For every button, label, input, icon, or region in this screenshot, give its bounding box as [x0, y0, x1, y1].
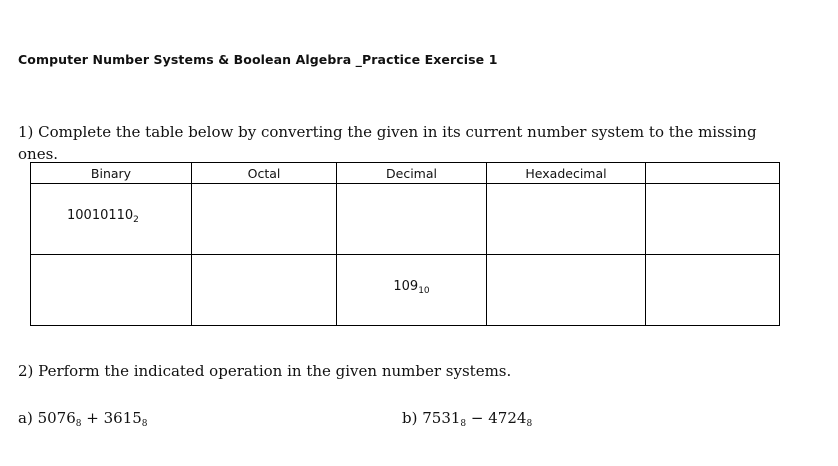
header-decimal: Decimal [337, 163, 487, 184]
cell-octal-empty[interactable] [192, 184, 337, 255]
cell-octal-empty[interactable] [192, 255, 337, 326]
operand-2-base: 8 [526, 419, 533, 429]
operand-1-base: 8 [460, 419, 467, 429]
table-header-row [31, 163, 780, 184]
operand-2-base: 8 [141, 419, 148, 429]
header-binary: Binary [31, 163, 192, 184]
table-row [31, 255, 780, 326]
cell-decimal-empty[interactable] [337, 184, 487, 255]
cell-hexadecimal-empty[interactable] [487, 184, 646, 255]
operator: − [466, 409, 489, 427]
cell-extra-empty [646, 255, 780, 326]
operation-b [402, 409, 532, 429]
cell-hexadecimal-empty[interactable] [487, 255, 646, 326]
operand-1: 5076 [37, 409, 76, 427]
question-2-text: 2) Perform the indicated operation in the given number systems. [18, 362, 512, 380]
document-title: Computer Number Systems & Boolean Algebra _Practice Exercise 1 [18, 52, 498, 67]
decimal-base-subscript: 10 [418, 286, 430, 296]
table-row [31, 184, 780, 255]
header-octal: Octal [192, 163, 337, 184]
operator: + [81, 409, 104, 427]
operand-2: 4724 [488, 409, 527, 427]
operand-1-base: 8 [75, 419, 82, 429]
operation-a-label: a) [18, 409, 38, 427]
header-extra [646, 163, 780, 184]
operand-1: 7531 [422, 409, 461, 427]
operation-a [18, 409, 148, 429]
operand-2: 3615 [103, 409, 142, 427]
cell-extra-empty [646, 184, 780, 255]
cell-binary-empty[interactable] [31, 255, 192, 326]
cell-decimal-given [337, 255, 487, 326]
binary-value: 10010110 [67, 208, 134, 223]
question-1-text: 1) Complete the table below by converting the given in its current number system to the missing ones. [18, 123, 757, 163]
header-hexadecimal: Hexadecimal [487, 163, 646, 184]
operation-b-label: b) [402, 409, 423, 427]
conversion-table [30, 162, 780, 326]
cell-binary-given [31, 184, 192, 255]
binary-base-subscript: 2 [133, 215, 139, 225]
decimal-value: 109 [393, 279, 419, 294]
